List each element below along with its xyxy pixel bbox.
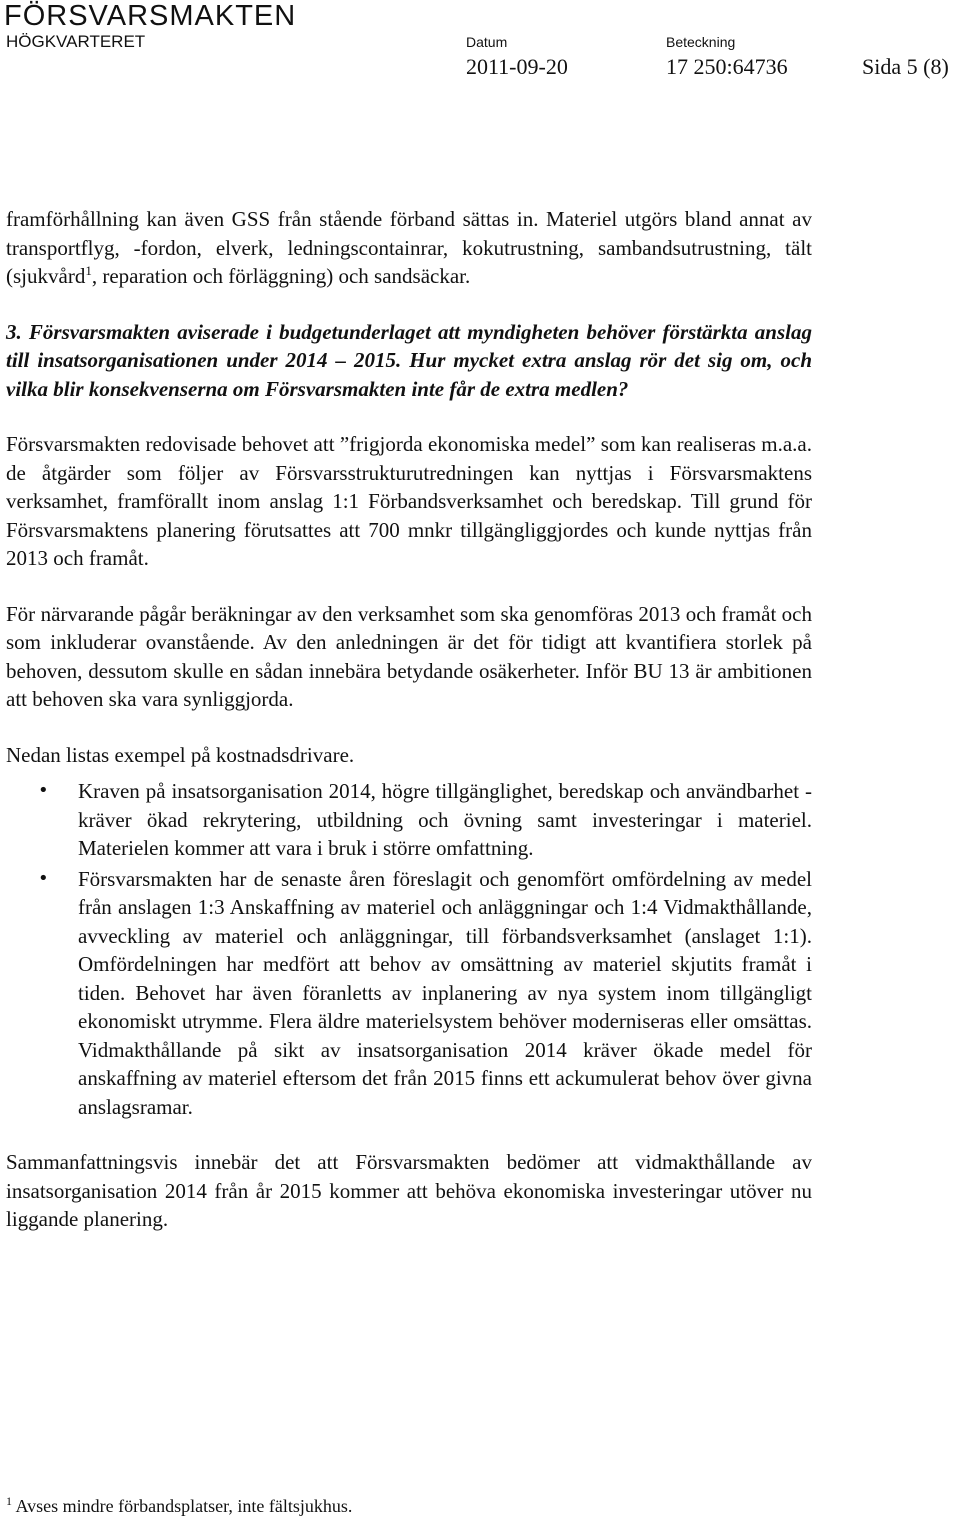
footnote-number: 1 (6, 1494, 12, 1508)
paragraph-text: framförhållning kan även GSS från stående förband sättas in. Materiel utgörs bland annat av transportflyg, -fordon, elverk, ledningscontainrar, kokutrustning, sambandsutrustning, tält (sjukvård (6, 207, 812, 288)
footnote-reference: 1 (85, 263, 92, 278)
paragraph-text: , reparation och förläggning) och sandsäckar. (91, 264, 471, 288)
footnote (6, 1495, 352, 1517)
cost-driver-list (6, 777, 812, 1121)
bullet-icon: • (38, 867, 49, 889)
document-body (6, 205, 812, 1261)
ref-value: 17 250:64736 (666, 54, 788, 79)
paragraph-materiel (6, 205, 812, 291)
paragraph-summary: Sammanfattningsvis innebär det att Försvarsmakten bedömer att vidmakthållande av insatsorganisation 2014 från år 2015 kommer att behöva ekonomiska investeringar utöver nu liggande planering. (6, 1150, 812, 1231)
department-name: HÖGKVARTERET (6, 32, 146, 51)
bullet-icon: • (38, 780, 49, 801)
ref-label: Beteckning (666, 34, 736, 50)
list-item (6, 777, 812, 863)
list-intro: Nedan listas exempel på kostnadsdrivare. (6, 742, 355, 767)
paragraph-current: För närvarande pågår beräkningar av den verksamhet som ska genomföras 2013 och framåt och som inkluderar ovanstående. Av den anledningen är det för tidigt att kvantifiera storlek på behoven, dessutom skulle en sådan innebära betydande osäkerheter. Inför BU 13 är ambitionen att behoven ska vara synliggjorda. (6, 601, 812, 711)
letterhead-logo: FÖRSVARSMAKTEN (4, 0, 297, 32)
question-heading: 3. Försvarsmakten aviserade i budgetunderlaget att myndigheten behöver förstärkta anslag till insatsorganisationen under 2014 – 2015. Hur mycket extra anslag rör det sig om, och vilka blir konsekvenserna om Försvarsmakten inte får de extra medlen? (6, 319, 812, 401)
date-label: Datum (466, 34, 508, 50)
list-item-text: Försvarsmakten har de senaste åren föreslagit och genomfört omfördelning av medel från anslagen 1:3 Anskaffning av materiel och anläggningar och 1:4 Vidmakthållande, avveckling av materiel och anläggningar, till förbandsverksamhet (anslaget 1:1). Omfördelningen har medfört att behov av omsättning av materiel skjutits framåt i tiden. Behovet har även föranletts av inplanering av nya system inom tillgängligt ekonomiskt utrymme. Flera äldre materielsystem behöver moderniseras eller omsättas. Vidmakthållande på sikt av insatsorganisation 2014 kräver ökade medel för anskaffning av materiel eftersom det från 2015 finns ett ackumulerat behov över givna anslagsramar. (78, 866, 812, 1119)
date-value: 2011-09-20 (466, 54, 568, 79)
paragraph-answer: Försvarsmakten redovisade behovet att ”frigjorda ekonomiska medel” som kan realiseras m.a.a. de åtgärder som följer av Försvarsstrukturutredningen kan nyttjas i Försvarsmaktens verksamhet, framförallt inom anslag 1:1 Förbandsverksamhet och beredskap. Till grund för Försvarsmaktens planering förutsattes att 700 mnkr tillgängliggjordes och kunde nyttjas från 2013 och framåt. (6, 432, 812, 570)
list-item (6, 865, 812, 1122)
list-item-text: Kraven på insatsorganisation 2014, högre tillgänglighet, beredskap och användbarhet - kräver ökad rekrytering, utbildning och övning samt investeringar i materiel. Materielen kommer att vara i bruk i större omfattning. (78, 779, 812, 860)
footnote-text: Avses mindre förbandsplatser, inte fältsjukhus. (15, 1496, 353, 1516)
page-number: Sida 5 (8) (862, 54, 949, 79)
